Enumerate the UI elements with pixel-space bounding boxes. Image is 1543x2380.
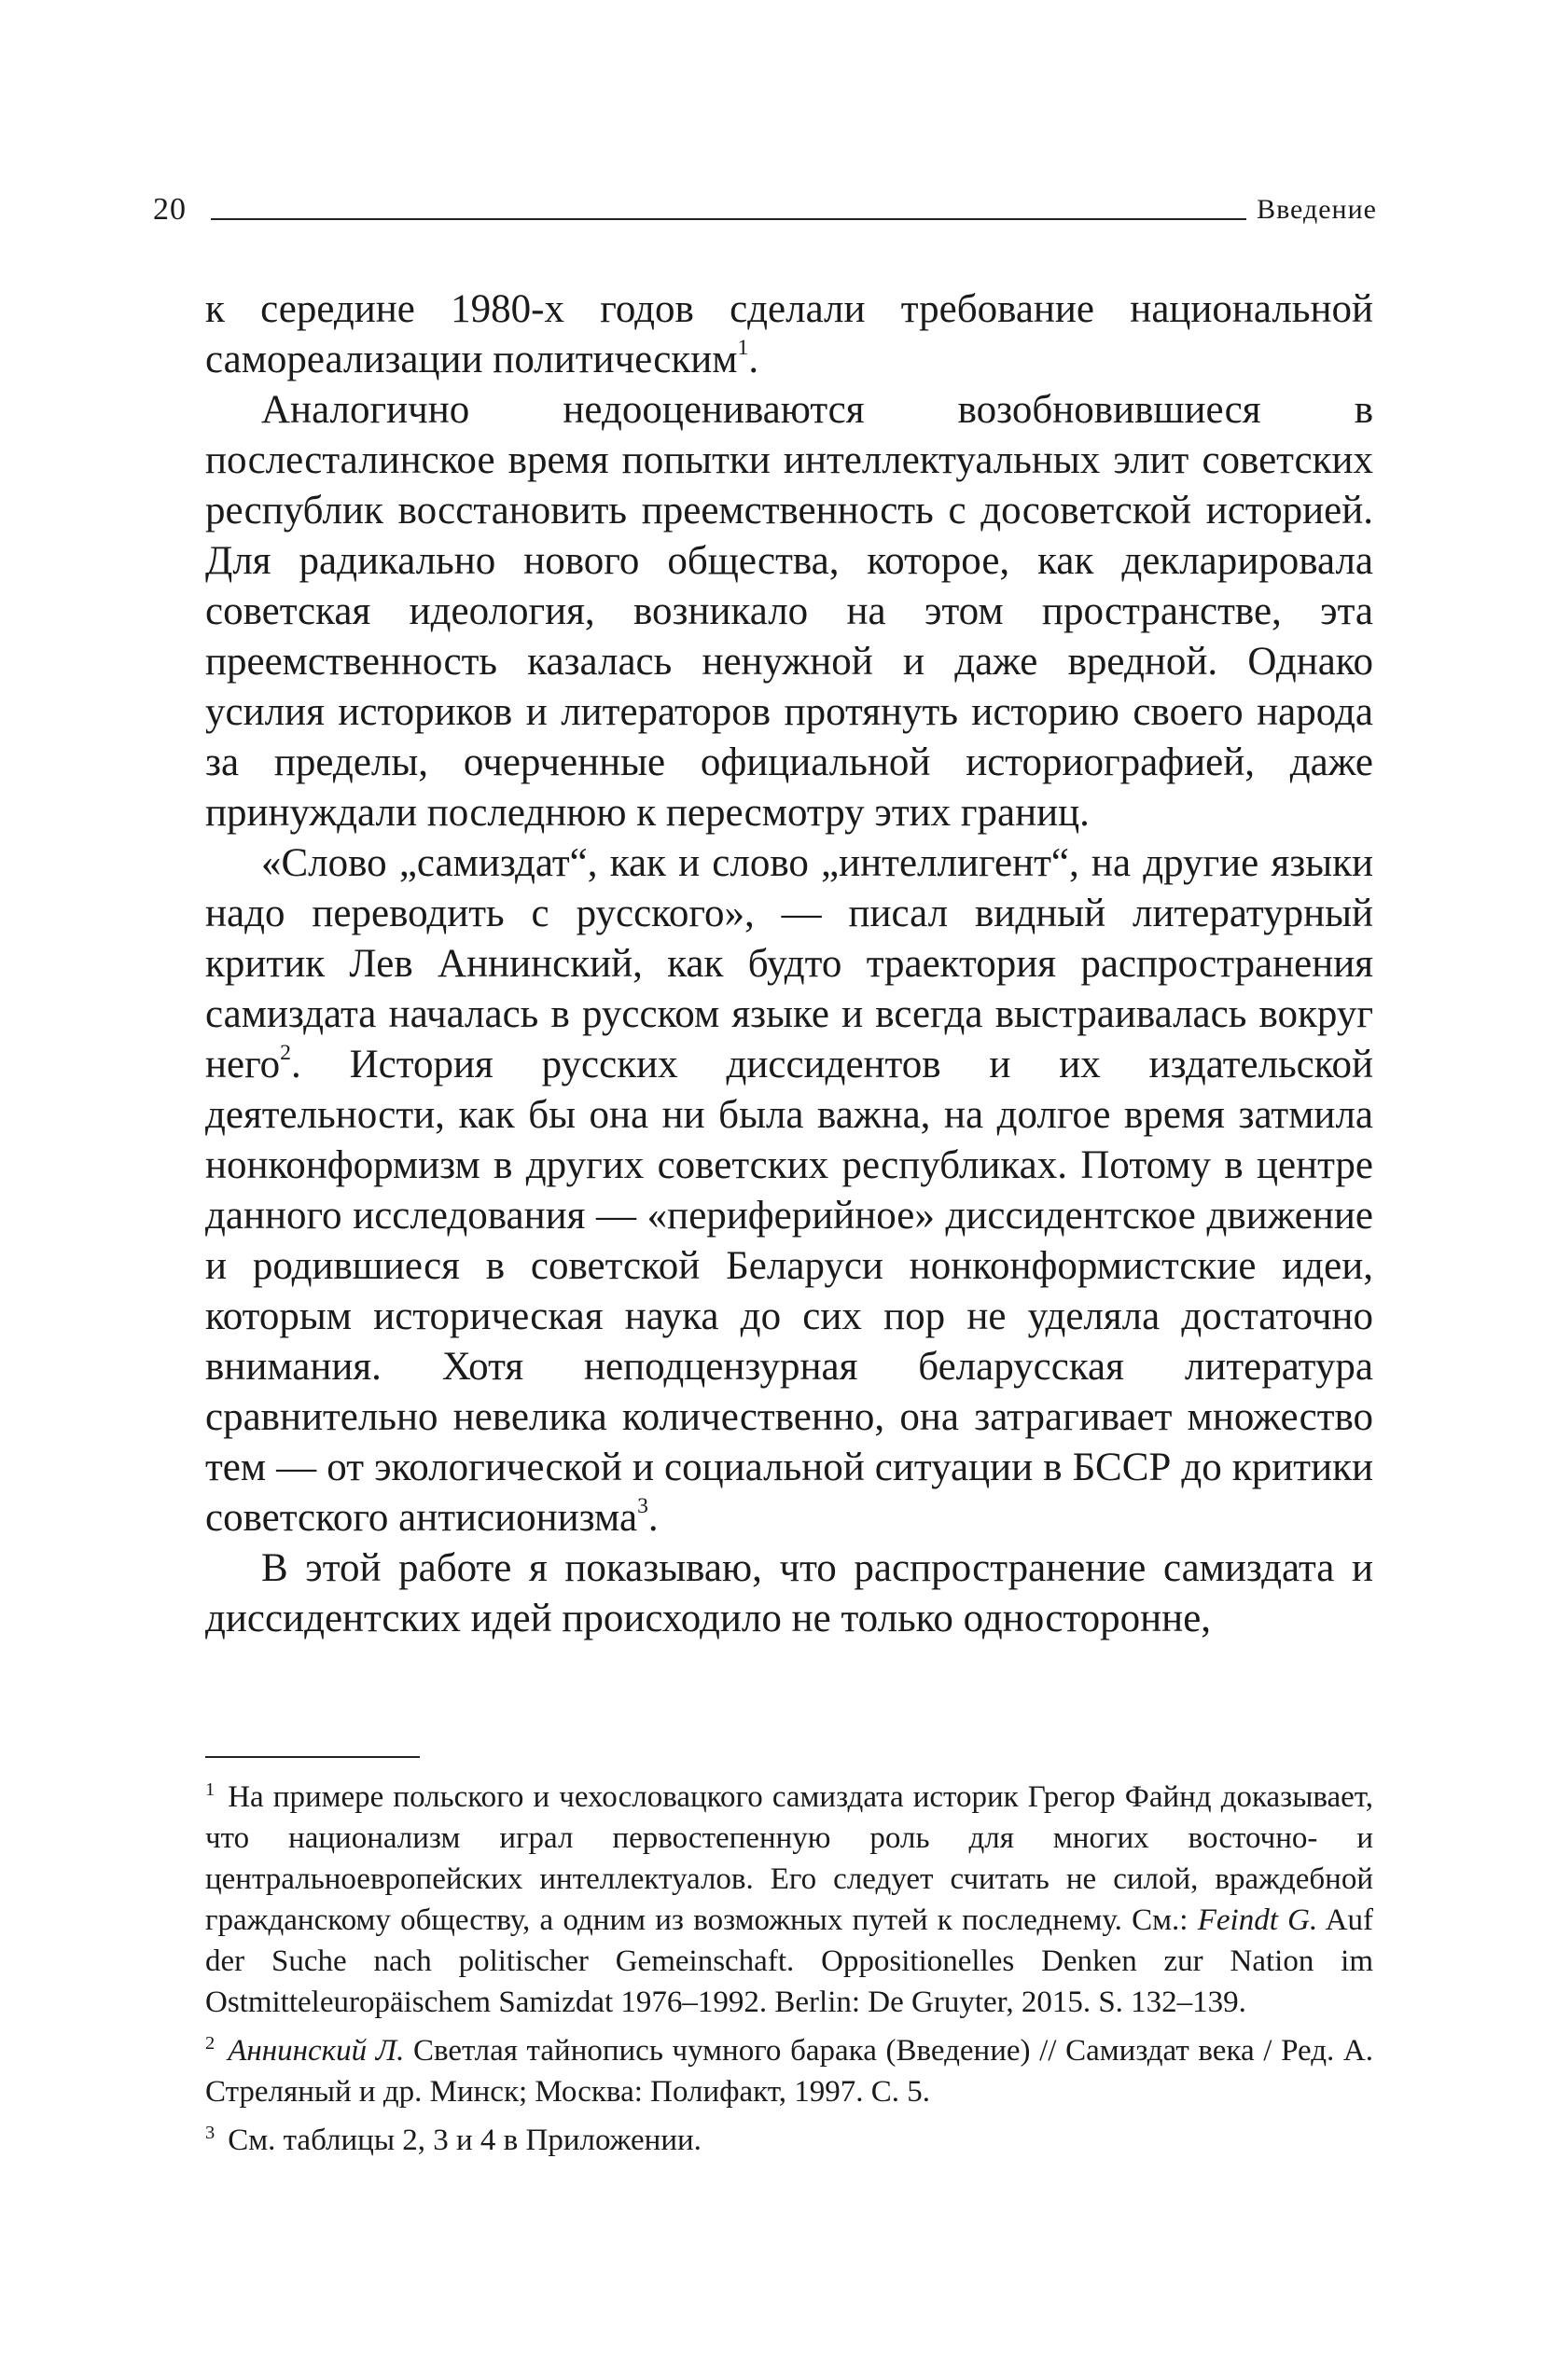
footnote-3 [205,2120,1373,2161]
footnote-number: 3 [205,2122,215,2143]
header-rule [211,218,1246,220]
paragraph-2: Аналогично недооцениваются возобновившиеся в послесталинское время попытки интеллектуальных элит советских республик восстановить преемственность с досоветской историей. Для радикально нового общества, которое, как декларировала советская идеология, возникало на этом пространстве, эта преемственность казалась ненужной и даже вредной. Однако усилия историков и литераторов протянуть историю своего народа за пределы, очерченные официальной историографией, даже принуждали последнюю к пересмотру этих границ. [205,388,1373,835]
footnote-ref-2[interactable]: 2 [280,1041,291,1066]
paragraph-1-text: к середине 1980-х годов сделали требование национальной самореализации политическим [205,287,1373,381]
main-text [205,284,1373,1644]
paragraph-3-end: . [647,1496,659,1540]
paragraph-1-end: . [748,338,759,381]
paragraph-3-text-b: . История русских диссидентов и их издательской деятельности, как бы она ни была важна, на долгое время затмила нонконформизм в других советских республиках. Потому в центре данного исследования — «периферийное» диссидентское движение и родившиеся в советской Беларуси нонконформистские идеи, которым историческая наука до сих пор не уделяла достаточно внимания. Хотя неподцензурная беларусская литература сравнительно невелика количественно, она затрагивает множество тем — от экологической и социальной ситуации в БССР до критики советского антисионизма [205,1043,1373,1540]
footnote-ref-1[interactable]: 1 [737,336,749,361]
footnote-number: 2 [205,2032,215,2054]
page-number: 20 [153,192,187,227]
footnote-citation: Светлая тайнопись чумного барака (Введение) // Самиздат века / Ред. А. Стреляный и др. Минск; Москва: Полифакт, 1997. С. 5. [205,2034,1373,2109]
footnote-author: Аннинский Л. [228,2034,405,2068]
footnote-number: 1 [205,1778,215,1800]
footnotes [205,1777,1373,2168]
footnote-2 [205,2030,1373,2112]
paragraph-1 [205,284,1373,385]
section-title: Введение [1257,194,1377,225]
footnote-text: См. таблицы 2, 3 и 4 в Приложении. [228,2124,702,2157]
running-head [153,187,1377,233]
footnote-1 [205,1777,1373,2023]
footnote-ref-3[interactable]: 3 [637,1494,648,1519]
paragraph-3-text-a: «Слово „самиздат“, как и слово „интеллигент“, на другие языки надо переводить с русского», — писал видный литературный критик Лев Аннинский, как будто траектория распространения самиздата началась в русском языке и всегда выстраивалась вокруг него [205,841,1373,1086]
footnote-author: Feindt G. [1197,1903,1318,1937]
footnote-citation: Auf der Suche nach politischer Gemeinschaft. Oppositionelles Denken zur Nation im Ostmitteleuropäischem Samizdat 1976–1992. Berlin: De Gruyter, 2015. S. 132–139. [205,1903,1373,2019]
footnote-separator [205,1756,420,1758]
paragraph-4: В этой работе я показываю, что распространение самиздата и диссидентских идей происходило не только односторонне, [205,1546,1373,1640]
footnote-text: На примере польского и чехословацкого самиздата историк Грегор Файнд доказывает, что национализм играл первостепенную роль для многих восточно- и центральноевропейских интеллектуалов. Его следует считать не силой, враждебной гражданскому обществу, а одним из возможных путей к последнему. См.: [205,1780,1373,1937]
paragraph-3 [205,838,1373,1543]
